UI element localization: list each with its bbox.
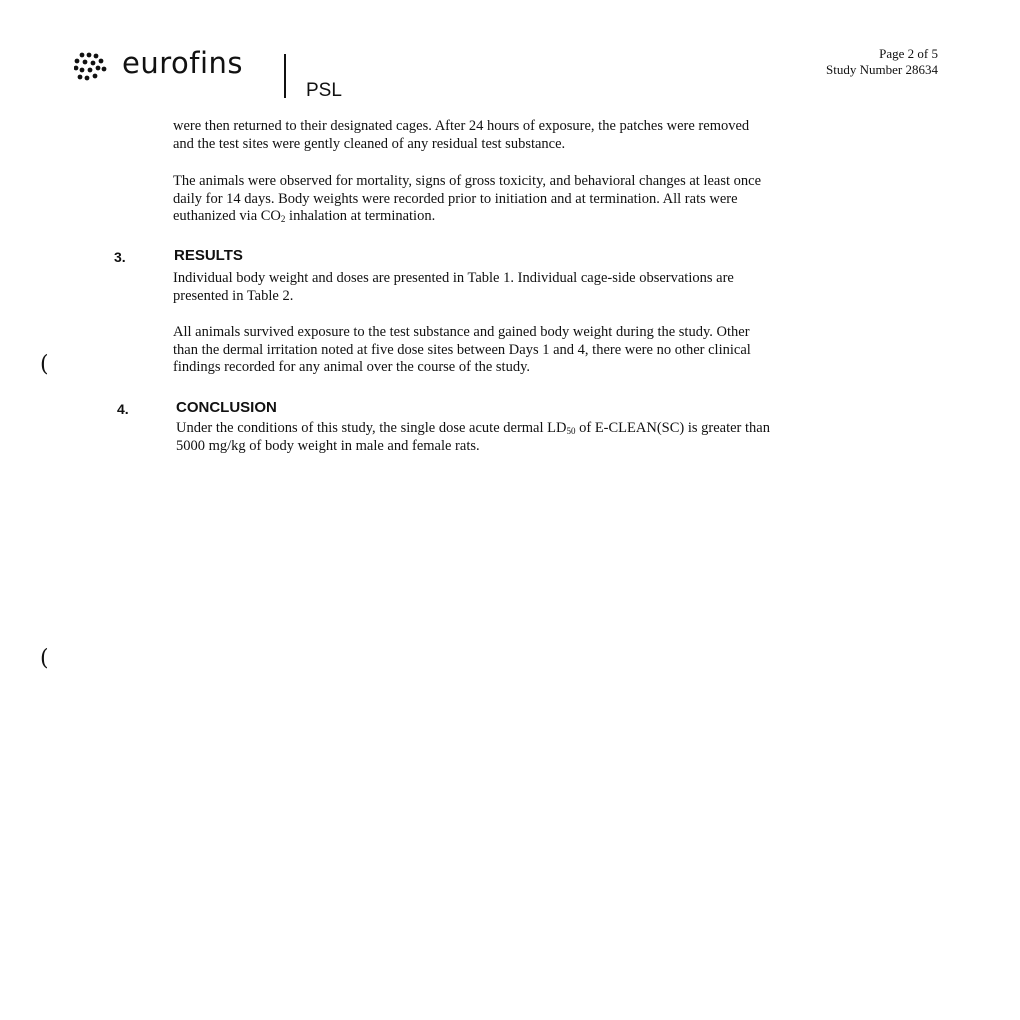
text-line: findings recorded for any animal over the course of the study. (173, 359, 531, 375)
logo-psl: PSL (306, 80, 342, 101)
results-number: 3. (114, 249, 126, 265)
intro-paragraph-2 (173, 173, 901, 226)
results-paragraph-2 (173, 324, 901, 377)
intro-paragraph-1 (173, 118, 901, 153)
conclusion-heading: CONCLUSION (176, 399, 277, 416)
text-line: All animals survived exposure to the test substance and gained body weight during the study. Other (173, 324, 750, 340)
text-line: presented in Table 2. (173, 287, 294, 304)
text-line: 5000 mg/kg of body weight in male and female rats. (176, 437, 480, 454)
logo-wordmark: eurofins (122, 46, 244, 80)
conclusion-paragraph (176, 420, 904, 455)
text-fragment: of E-CLEAN(SC) is greater than (575, 420, 770, 436)
text-fragment: Under the conditions of this study, the single dose acute dermal LD (176, 420, 567, 436)
study-number: Study Number 28634 (826, 62, 938, 77)
page-info (826, 46, 938, 78)
margin-mark: ( (40, 646, 49, 671)
text-line: were then returned to their designated cages. After 24 hours of exposure, the patches were removed (173, 118, 750, 134)
results-heading: RESULTS (174, 247, 243, 264)
results-paragraph-1 (173, 270, 901, 305)
text-fragment: euthanized via CO (173, 208, 281, 224)
eurofins-dots-icon (74, 52, 110, 82)
text-fragment: inhalation at termination. (285, 208, 436, 224)
subscript: 2 (280, 214, 286, 224)
text-line: and the test sites were gently cleaned of any residual test substance. (173, 135, 566, 152)
margin-mark: ( (40, 352, 49, 377)
subscript: 50 (566, 426, 576, 436)
text-line: than the dermal irritation noted at five dose sites between Days 1 and 4, there were no other clinical (173, 341, 751, 358)
conclusion-number: 4. (117, 401, 129, 417)
text-line: Individual body weight and doses are presented in Table 1. Individual cage-side observations are (173, 270, 734, 286)
text-line: daily for 14 days. Body weights were recorded prior to initiation and at termination. All rats were (173, 190, 738, 207)
text-line (176, 420, 904, 438)
text-line: The animals were observed for mortality, signs of gross toxicity, and behavioral changes at least once (173, 173, 762, 189)
text-line (173, 208, 901, 226)
page-number: Page 2 of 5 (879, 46, 938, 61)
logo-divider (284, 54, 286, 98)
